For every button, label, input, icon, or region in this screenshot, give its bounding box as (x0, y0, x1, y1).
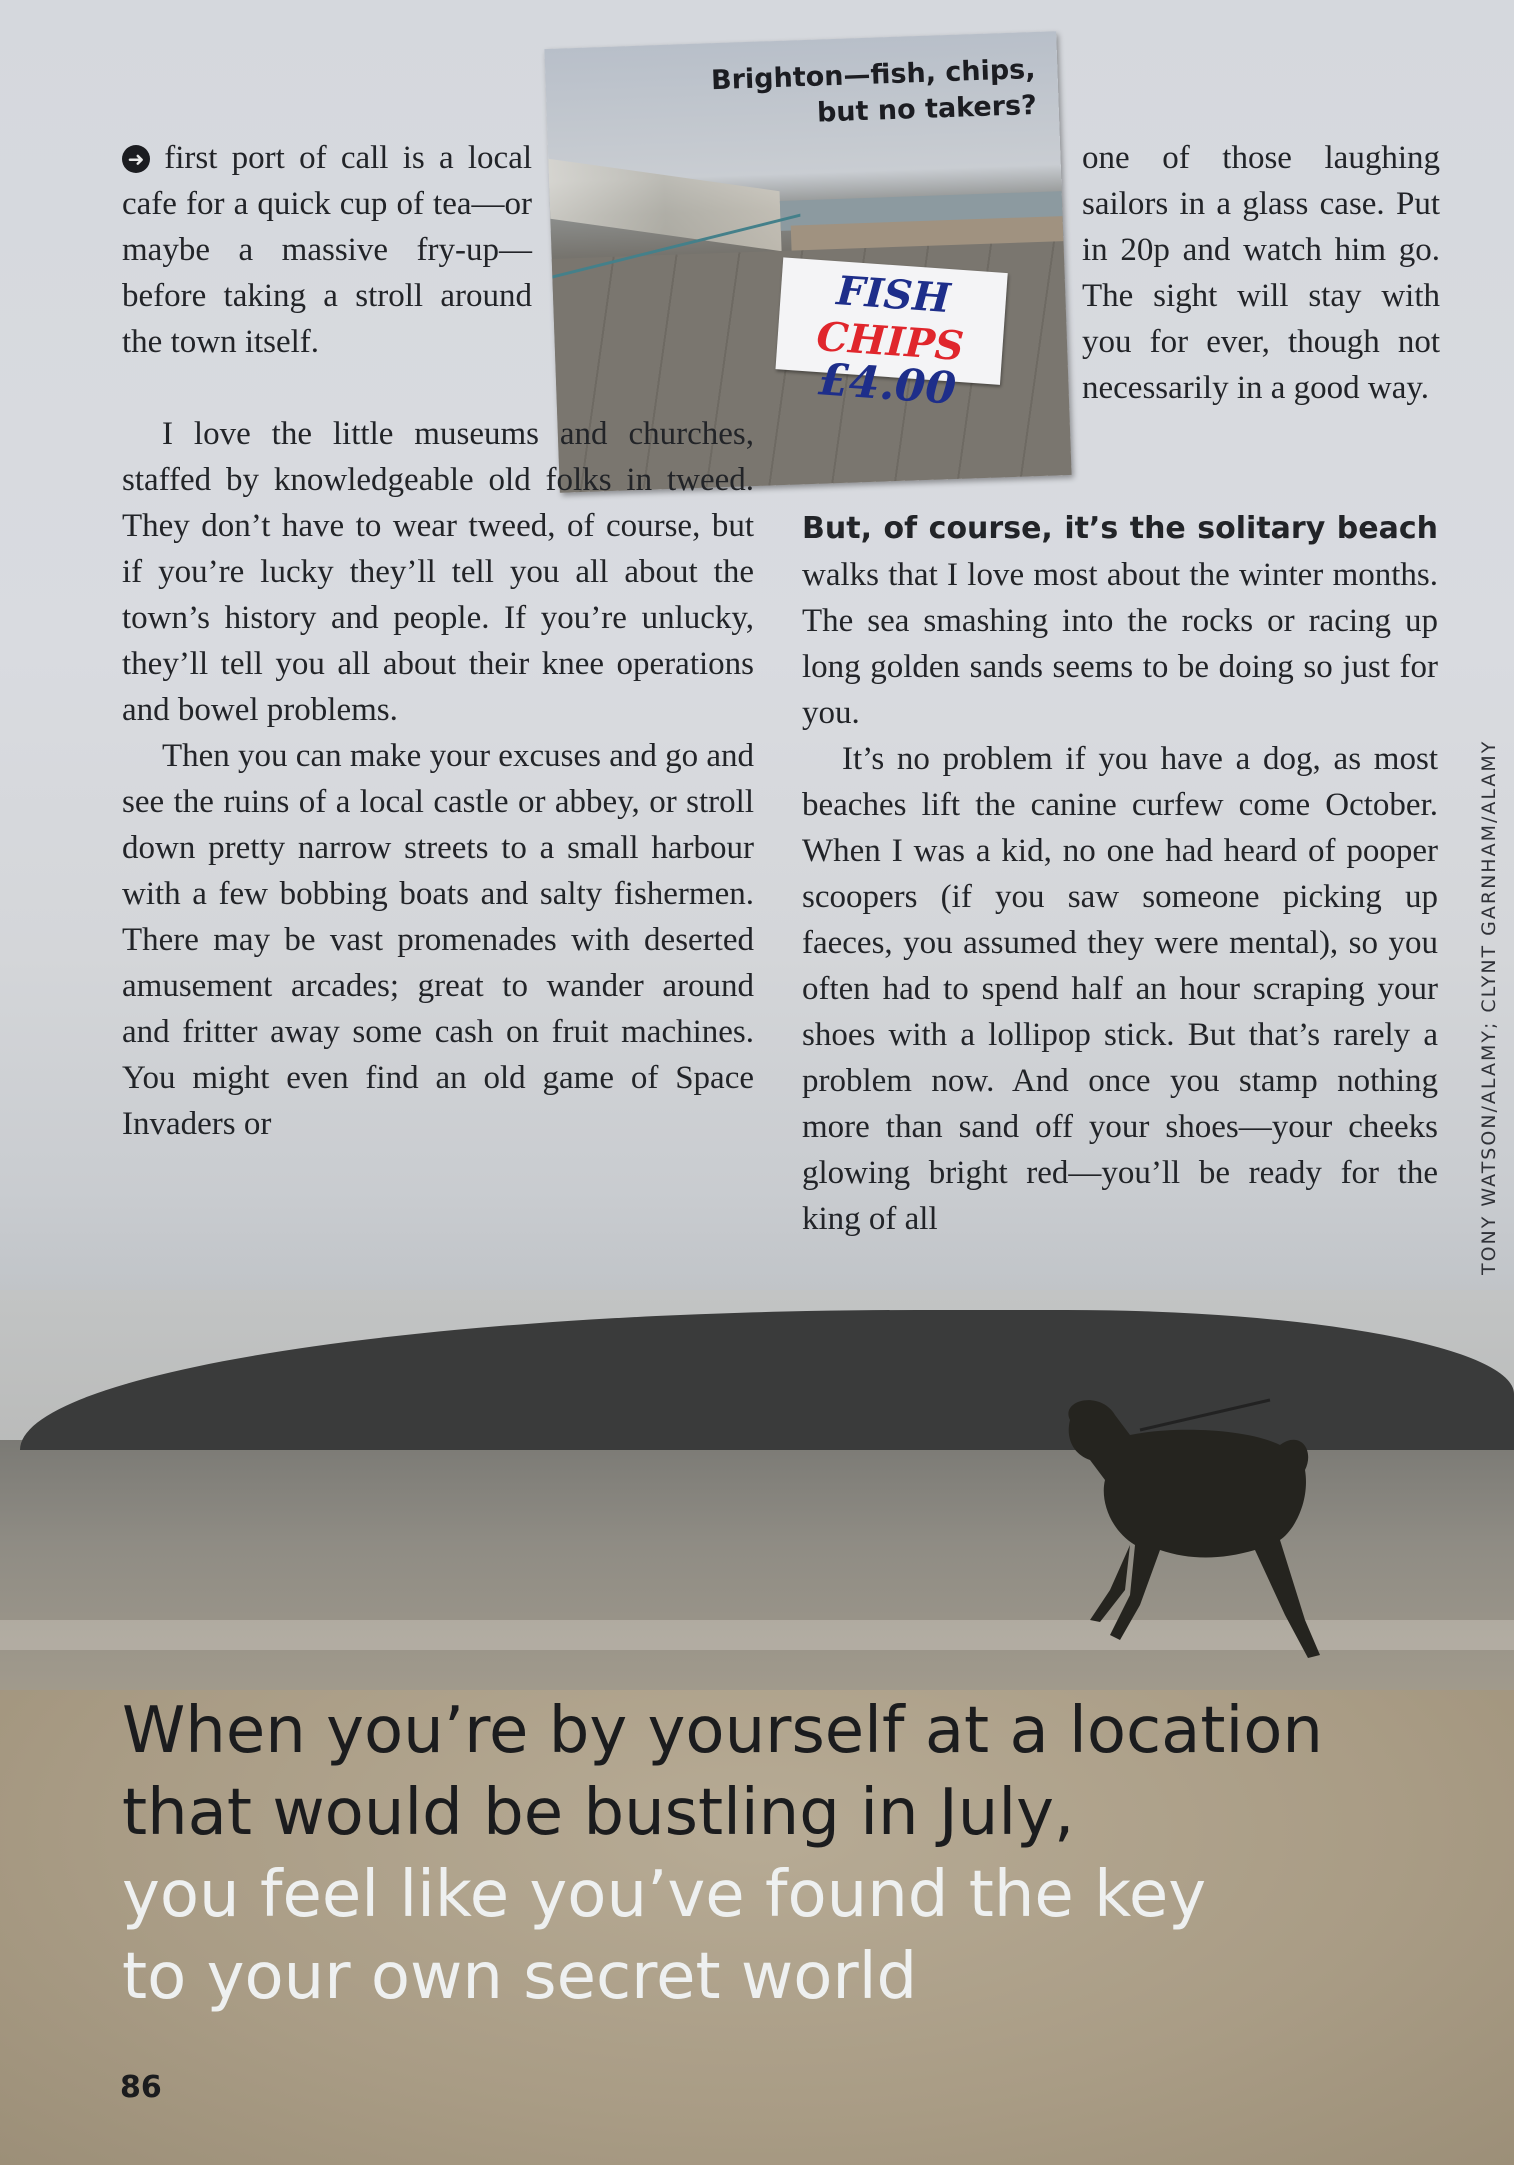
caption-line-2: but no takers? (816, 89, 1038, 129)
photo-caption (711, 52, 1038, 135)
fish-chips-sign (775, 257, 1007, 415)
dog-running (1030, 1390, 1350, 1690)
pull-quote-line-1: When you’re by yourself at a location (122, 1694, 1323, 1768)
sign-fish: FISH (835, 267, 952, 323)
left-column-top (122, 135, 532, 365)
right-column-top (1082, 135, 1440, 411)
paragraph-3: Then you can make your excuses and go and see the ruins of a local castle or abbey, or stroll down pretty narrow streets to a small harbour with a few bobbing boats and salty fishermen. There may be vast promenades with deserted amusement arcades; great to wander around and fritter away some cash on fruit machines. You might even find an old game of Space Invaders or (122, 738, 754, 1142)
lead-in: But, of course, it’s the solitary beach (802, 511, 1438, 546)
arrow-right-circle-icon: ➜ (122, 145, 150, 173)
caption-line-1: Brighton—fish, chips, (710, 53, 1036, 97)
photo-credit: TONY WATSON/ALAMY; CLYNT GARNHAM/ALAMY (1478, 739, 1500, 1275)
right-paragraph-2 (802, 505, 1438, 736)
page-number: 86 (120, 2070, 162, 2105)
paragraph-2: I love the little museums and churches, staffed by knowledgeable old folks in tweed. They don’t have to wear tweed, of course, but if you’re lucky they’ll tell you all about the town’s history and people. If you’re unlucky, they’ll tell you all about their knee operations and bowel problems. (122, 416, 754, 728)
right-column (802, 505, 1438, 1242)
pull-quote-line-2: that would be bustling in July, (122, 1776, 1075, 1850)
right-paragraph-1: one of those laughing sailors in a glass case. Put in 20p and watch him go. The sight will stay with you for ever, though not necessarily in a good way. (1082, 140, 1440, 406)
paragraph-1 (122, 135, 532, 365)
sign-chips: CHIPS (815, 312, 966, 371)
pull-quote-line-3: you feel like you’ve found the key (122, 1858, 1207, 1932)
left-column (122, 411, 754, 1147)
sign-price: £4.00 (816, 354, 958, 415)
paragraph-1-text: first port of call is a local cafe for a quick cup of tea—or maybe a massive fry-up—before taking a stroll around the town itself. (122, 140, 533, 360)
pull-quote-line-4: to your own secret world (122, 1940, 918, 2014)
right-paragraph-2-text: walks that I love most about the winter months. The sea smashing into the rocks or racing up long golden sands seems to be doing so just for you. (802, 557, 1438, 731)
pull-quote (122, 1690, 1323, 2018)
right-paragraph-3: It’s no problem if you have a dog, as most beaches lift the canine curfew come October. When I was a kid, no one had heard of pooper scoopers (if you saw someone picking up faeces, you assumed they were mental), so you often had to spend half an hour scraping your shoes with a lollipop stick. But that’s rarely a problem now. And once you stamp nothing more than sand off your shoes—your cheeks glowing bright red—you’ll be ready for the king of all (802, 741, 1438, 1237)
